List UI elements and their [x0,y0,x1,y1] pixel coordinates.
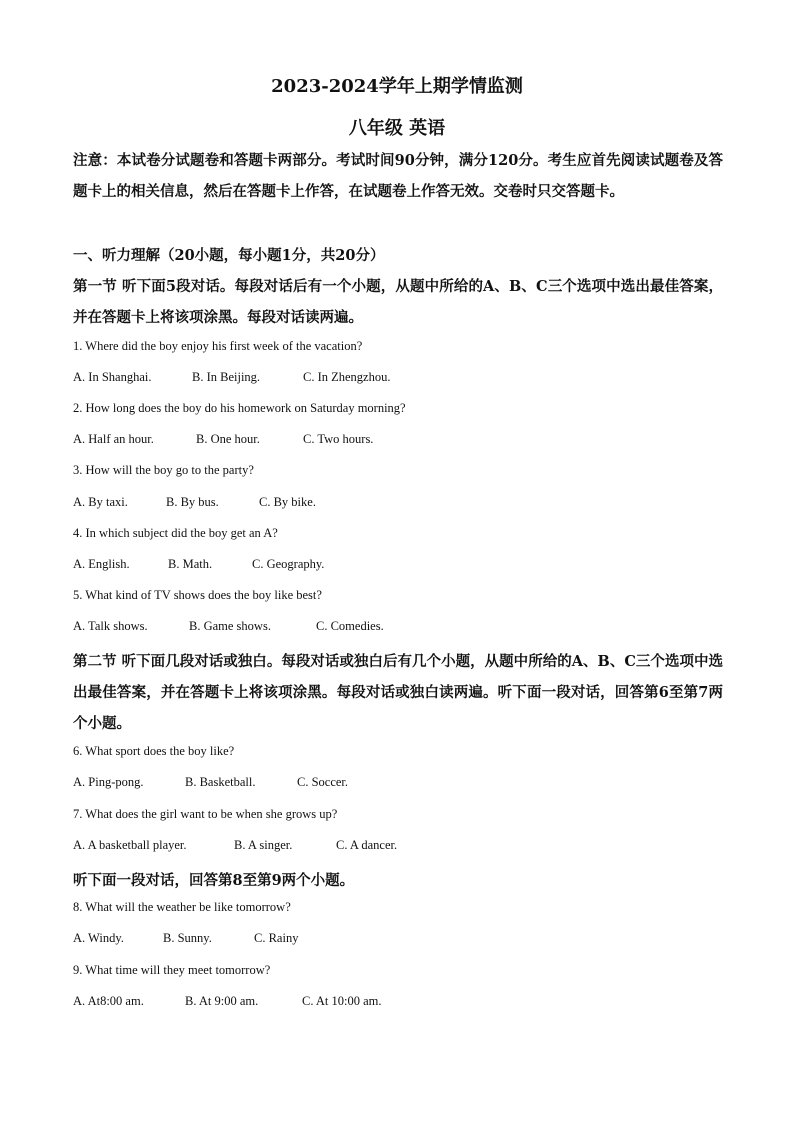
question-7-option-b: B. A singer. [234,838,293,852]
question-4-option-b: B. Math. [168,557,213,571]
question-8-option-c: C. Rainy [254,931,299,945]
question-3-option-a: A. By taxi. [73,495,128,509]
question-1-option-c: C. In Zhengzhou. [303,370,391,384]
question-2-option-a: A. Half an hour. [73,432,154,446]
question-9-option-a: A. At8:00 am. [73,994,144,1008]
exam-subtitle: 八年级 英语 [348,118,446,139]
question-1-option-b: B. In Beijing. [192,370,261,384]
question-7-option-c: C. A dancer. [336,838,398,852]
question-4-option-c: C. Geography. [252,557,325,571]
question-2-option-b: B. One hour. [196,432,260,446]
part1-directions: 第一节 听下面5段对话。每段对话后有一个小题，从题中所给的A、B、C三个选项中选出最佳答案，并在答题卡上将该项涂黑。每段对话读两遍。 [73,278,723,326]
question-8: 8. What will the weather be like tomorrow? [73,900,291,914]
question-4: 4. In which subject did the boy get an A? [73,526,278,540]
question-8-option-a: A. Windy. [73,931,124,945]
question-4-option-a: A. English. [73,557,130,571]
question-5-option-b: B. Game shows. [189,619,271,633]
question-6-option-c: C. Soccer. [297,775,349,789]
question-5: 5. What kind of TV shows does the boy like best? [73,588,322,602]
question-9-option-b: B. At 9:00 am. [185,994,259,1008]
question-5-option-c: C. Comedies. [316,619,384,633]
question-6-option-b: B. Basketball. [185,775,256,789]
notice-text: 注意：本试卷分试题卷和答题卡两部分。考试时间90分钟，满分120分。考生应首先阅读试题卷及答题卡上的相关信息，然后在答题卡上作答，在试题卷上作答无效。交卷时只交答题卡。 [73,152,723,200]
question-9: 9. What time will they meet tomorrow? [73,963,271,977]
sub-directions-8-9: 听下面一段对话，回答第8至第9两个小题。 [73,872,355,889]
question-1: 1. Where did the boy enjoy his first week of the vacation? [73,339,363,353]
question-6: 6. What sport does the boy like? [73,744,235,758]
question-2-option-c: C. Two hours. [303,432,374,446]
question-2: 2. How long does the boy do his homework on Saturday morning? [73,401,406,415]
question-1-option-a: A. In Shanghai. [73,370,152,384]
part2-directions: 第二节 听下面几段对话或独白。每段对话或独白后有几个小题，从题中所给的A、B、C三个选项中选出最佳答案，并在答题卡上将该项涂黑。每段对话或独白读两遍。听下面一段对话，回答第6至第7两个小题。 [73,653,723,732]
question-7-option-a: A. A basketball player. [73,838,187,852]
question-5-option-a: A. Talk shows. [73,619,148,633]
question-9-option-c: C. At 10:00 am. [302,994,382,1008]
question-3: 3. How will the boy go to the party? [73,463,254,477]
question-3-option-b: B. By bus. [166,495,219,509]
exam-title: 2023-2024学年上期学情监测 [271,76,523,97]
question-7: 7. What does the girl want to be when she grows up? [73,807,338,821]
question-6-option-a: A. Ping-pong. [73,775,144,789]
section-heading: 一、听力理解（20小题，每小题1分，共20分） [73,247,385,264]
question-3-option-c: C. By bike. [259,495,316,509]
question-8-option-b: B. Sunny. [163,931,212,945]
